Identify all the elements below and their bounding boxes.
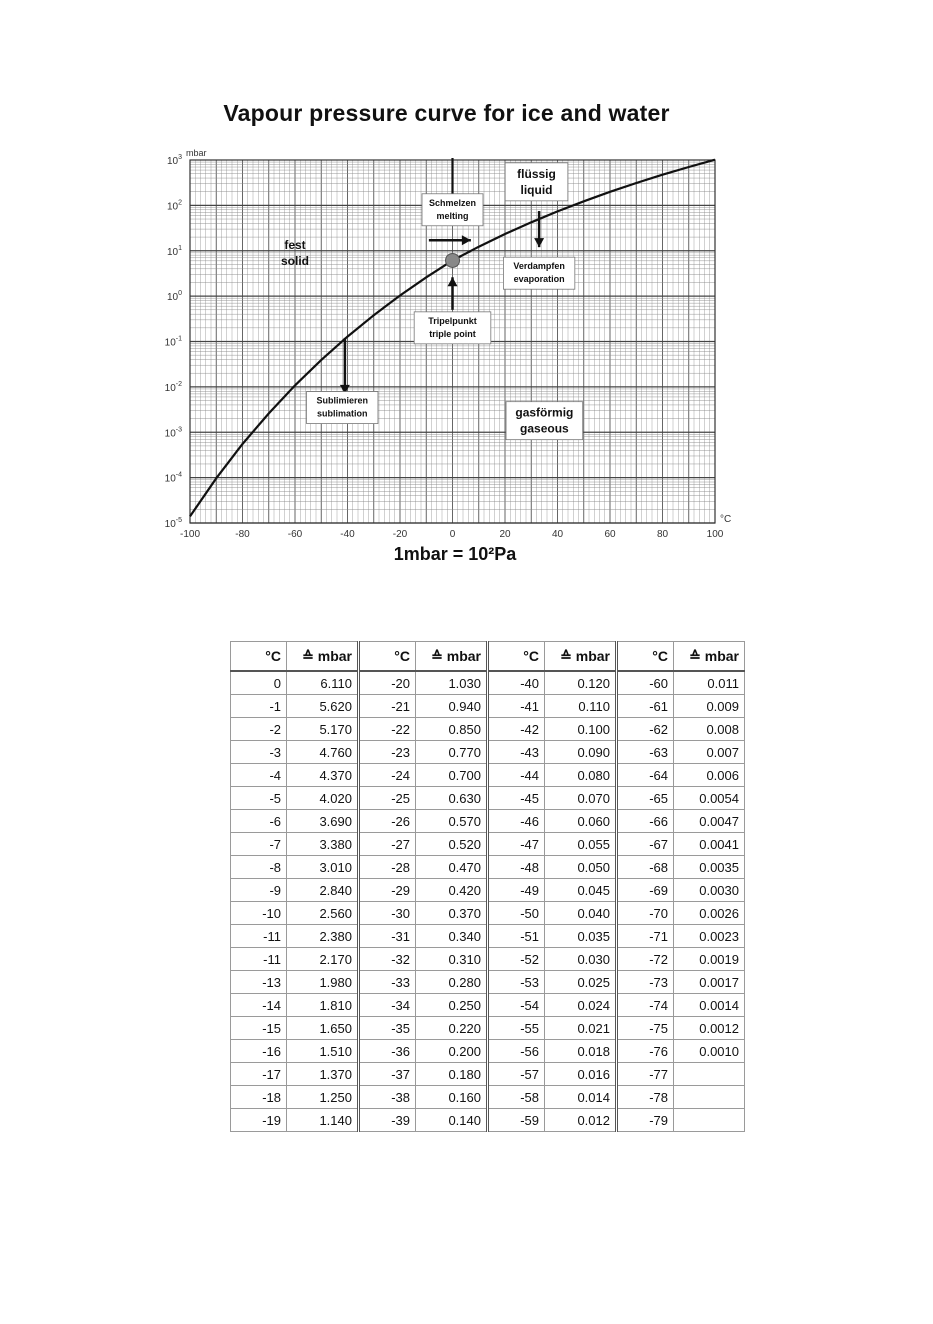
cell-pressure: 0.060	[545, 810, 617, 833]
cell-pressure: 1.650	[287, 1017, 359, 1040]
cell-temperature: -63	[617, 741, 674, 764]
cell-temperature: -2	[231, 718, 287, 741]
cell-temperature: -60	[617, 671, 674, 695]
cell-pressure	[674, 1109, 745, 1132]
cell-temperature: -53	[488, 971, 545, 994]
cell-temperature: -40	[488, 671, 545, 695]
cell-pressure: 0.110	[545, 695, 617, 718]
table-row	[231, 810, 745, 833]
cell-temperature: -4	[231, 764, 287, 787]
cell-pressure: 0.180	[416, 1063, 488, 1086]
table-row	[231, 718, 745, 741]
cell-pressure: 0.0017	[674, 971, 745, 994]
cell-pressure: 0.520	[416, 833, 488, 856]
cell-temperature: -28	[359, 856, 416, 879]
cell-temperature: -47	[488, 833, 545, 856]
cell-pressure: 0.0047	[674, 810, 745, 833]
cell-pressure: 0.0030	[674, 879, 745, 902]
x-tick-label: 100	[706, 529, 724, 540]
cell-temperature: -70	[617, 902, 674, 925]
cell-temperature: -37	[359, 1063, 416, 1086]
svg-text:triple point: triple point	[429, 328, 476, 339]
cell-pressure: 3.380	[287, 833, 359, 856]
cell-temperature: -76	[617, 1040, 674, 1063]
cell-temperature: -64	[617, 764, 674, 787]
cell-temperature: -50	[488, 902, 545, 925]
cell-temperature: -42	[488, 718, 545, 741]
y-axis-label: mbar	[186, 148, 207, 158]
x-tick-label: 40	[551, 529, 564, 540]
svg-text:solid: solid	[280, 253, 310, 268]
cell-pressure: 0.0041	[674, 833, 745, 856]
cell-temperature: -44	[488, 764, 545, 787]
cell-pressure: 1.510	[287, 1040, 359, 1063]
cell-pressure: 0.014	[545, 1086, 617, 1109]
cell-temperature: -73	[617, 971, 674, 994]
cell-temperature: -66	[617, 810, 674, 833]
cell-temperature: -27	[359, 833, 416, 856]
cell-pressure: 0.055	[545, 833, 617, 856]
svg-text:fest: fest	[284, 237, 306, 252]
table-row	[231, 994, 745, 1017]
cell-temperature: -71	[617, 925, 674, 948]
label-melting	[422, 194, 483, 226]
cell-pressure: 4.370	[287, 764, 359, 787]
header-pressure: ≙ mbar	[416, 642, 488, 672]
cell-pressure: 0.008	[674, 718, 745, 741]
cell-temperature: -61	[617, 695, 674, 718]
table-row	[231, 695, 745, 718]
cell-pressure: 0.009	[674, 695, 745, 718]
cell-pressure: 0.0023	[674, 925, 745, 948]
cell-pressure: 0.0019	[674, 948, 745, 971]
cell-pressure: 0.160	[416, 1086, 488, 1109]
table-row	[231, 1086, 745, 1109]
table-row	[231, 1063, 745, 1086]
cell-temperature: -77	[617, 1063, 674, 1086]
cell-temperature: -59	[488, 1109, 545, 1132]
x-tick-label: -40	[340, 529, 355, 540]
cell-pressure: 0.370	[416, 902, 488, 925]
cell-pressure: 1.250	[287, 1086, 359, 1109]
cell-pressure: 0.120	[545, 671, 617, 695]
cell-temperature: -16	[231, 1040, 287, 1063]
cell-pressure: 3.010	[287, 856, 359, 879]
cell-pressure: 0.700	[416, 764, 488, 787]
y-tick-label: $10^{-4}$	[164, 471, 182, 485]
cell-pressure: 0.0014	[674, 994, 745, 1017]
cell-pressure: 0.0012	[674, 1017, 745, 1040]
table-row	[231, 925, 745, 948]
cell-pressure: 0.070	[545, 787, 617, 810]
table-row	[231, 787, 745, 810]
chart-title: Vapour pressure curve for ice and water	[223, 100, 670, 126]
cell-pressure: 0.0035	[674, 856, 745, 879]
cell-temperature: -15	[231, 1017, 287, 1040]
cell-temperature: -67	[617, 833, 674, 856]
table-row	[231, 1017, 745, 1040]
cell-pressure: 4.760	[287, 741, 359, 764]
y-tick-label: $10^2$	[166, 199, 182, 213]
y-tick-label: $10^{-1}$	[164, 335, 182, 349]
vapour-pressure-chart	[150, 140, 750, 545]
cell-pressure: 0.025	[545, 971, 617, 994]
y-tick-label: $10^1$	[166, 244, 182, 258]
cell-temperature: -7	[231, 833, 287, 856]
svg-text:flüssig: flüssig	[517, 166, 556, 181]
cell-pressure: 0.140	[416, 1109, 488, 1132]
y-tick-label: $10^{-5}$	[164, 517, 182, 530]
svg-text:gasförmig: gasförmig	[515, 405, 574, 420]
header-temperature: °C	[231, 642, 287, 672]
cell-pressure: 2.560	[287, 902, 359, 925]
cell-pressure: 0.0054	[674, 787, 745, 810]
cell-pressure: 0.420	[416, 879, 488, 902]
cell-temperature: -20	[359, 671, 416, 695]
table-row	[231, 671, 745, 695]
svg-text:melting: melting	[436, 210, 469, 221]
x-tick-label: -100	[179, 529, 201, 540]
cell-pressure: 0.100	[545, 718, 617, 741]
x-tick-label: 20	[499, 529, 511, 540]
cell-pressure: 2.170	[287, 948, 359, 971]
cell-temperature: -69	[617, 879, 674, 902]
evaporation-arrow-head	[534, 238, 544, 247]
cell-temperature: -3	[231, 741, 287, 764]
table-row	[231, 971, 745, 994]
cell-pressure: 0.0010	[674, 1040, 745, 1063]
cell-temperature: -68	[617, 856, 674, 879]
cell-temperature: -24	[359, 764, 416, 787]
cell-temperature: -11	[231, 948, 287, 971]
cell-pressure: 5.170	[287, 718, 359, 741]
table-row	[231, 833, 745, 856]
cell-temperature: -79	[617, 1109, 674, 1132]
cell-pressure: 2.380	[287, 925, 359, 948]
cell-temperature: -58	[488, 1086, 545, 1109]
cell-temperature: -74	[617, 994, 674, 1017]
melting-arrow-head	[462, 235, 471, 245]
y-tick-label: $10^3$	[166, 154, 182, 167]
cell-pressure: 1.980	[287, 971, 359, 994]
svg-text:Tripelpunkt: Tripelpunkt	[428, 315, 477, 326]
cell-temperature: -1	[231, 695, 287, 718]
cell-pressure: 0.630	[416, 787, 488, 810]
cell-temperature: -62	[617, 718, 674, 741]
cell-temperature: -38	[359, 1086, 416, 1109]
label-gas	[506, 402, 583, 440]
table-row	[231, 1040, 745, 1063]
cell-temperature: -21	[359, 695, 416, 718]
table-header-row	[231, 642, 745, 672]
x-axis-label: °C	[720, 514, 732, 525]
y-tick-label: $10^0$	[166, 290, 182, 304]
cell-pressure: 3.690	[287, 810, 359, 833]
cell-temperature: -25	[359, 787, 416, 810]
cell-pressure: 0.016	[545, 1063, 617, 1086]
svg-text:liquid: liquid	[520, 182, 553, 197]
cell-pressure: 0.030	[545, 948, 617, 971]
y-tick-label: $10^{-2}$	[164, 380, 182, 394]
cell-pressure: 0.080	[545, 764, 617, 787]
cell-temperature: -36	[359, 1040, 416, 1063]
cell-temperature: -8	[231, 856, 287, 879]
cell-pressure: 0.570	[416, 810, 488, 833]
cell-pressure: 0.012	[545, 1109, 617, 1132]
cell-pressure: 0.018	[545, 1040, 617, 1063]
label-sublimation	[307, 392, 378, 424]
table-body	[231, 671, 745, 1132]
cell-temperature: -34	[359, 994, 416, 1017]
cell-pressure: 0.040	[545, 902, 617, 925]
cell-pressure: 0.940	[416, 695, 488, 718]
x-tick-label: 0	[449, 529, 456, 540]
cell-temperature: -18	[231, 1086, 287, 1109]
cell-temperature: -9	[231, 879, 287, 902]
cell-pressure: 0.310	[416, 948, 488, 971]
cell-temperature: -22	[359, 718, 416, 741]
chart-annotations	[281, 158, 583, 440]
cell-pressure: 1.030	[416, 671, 488, 695]
table-row	[231, 879, 745, 902]
cell-pressure: 0.340	[416, 925, 488, 948]
cell-pressure: 0.090	[545, 741, 617, 764]
cell-pressure: 0.0026	[674, 902, 745, 925]
svg-text:Schmelzen: Schmelzen	[428, 197, 477, 208]
cell-pressure: 0.045	[545, 879, 617, 902]
unit-note: 1mbar = 10²Pa	[393, 544, 517, 564]
cell-temperature: -75	[617, 1017, 674, 1040]
cell-temperature: -19	[231, 1109, 287, 1132]
cell-temperature: -54	[488, 994, 545, 1017]
y-tick-label: $10^{-3}$	[164, 426, 182, 440]
cell-temperature: -48	[488, 856, 545, 879]
cell-pressure: 0.250	[416, 994, 488, 1017]
x-tick-label: -20	[392, 529, 408, 540]
cell-pressure: 0.200	[416, 1040, 488, 1063]
svg-text:Verdampfen: Verdampfen	[513, 261, 565, 272]
cell-temperature: -72	[617, 948, 674, 971]
header-pressure: ≙ mbar	[674, 642, 745, 672]
label-triple-point	[414, 312, 491, 344]
x-tick-label: 60	[604, 529, 616, 540]
cell-temperature: -39	[359, 1109, 416, 1132]
header-temperature: °C	[359, 642, 416, 672]
table-row	[231, 948, 745, 971]
cell-temperature: -29	[359, 879, 416, 902]
cell-temperature: -32	[359, 948, 416, 971]
svg-text:sublimation: sublimation	[316, 408, 368, 419]
x-tick-label: -80	[235, 529, 250, 540]
cell-pressure: 0.280	[416, 971, 488, 994]
svg-text:Sublimieren: Sublimieren	[316, 395, 369, 406]
cell-pressure: 0.050	[545, 856, 617, 879]
cell-temperature: -33	[359, 971, 416, 994]
cell-pressure: 0.770	[416, 741, 488, 764]
cell-temperature: -23	[359, 741, 416, 764]
vapour-pressure-table	[230, 641, 745, 1132]
cell-temperature: -17	[231, 1063, 287, 1086]
cell-temperature: -56	[488, 1040, 545, 1063]
cell-pressure	[674, 1063, 745, 1086]
cell-pressure: 1.810	[287, 994, 359, 1017]
cell-pressure	[674, 1086, 745, 1109]
x-tick-label: 80	[656, 529, 669, 540]
cell-temperature: -52	[488, 948, 545, 971]
cell-temperature: -43	[488, 741, 545, 764]
cell-pressure: 0.006	[674, 764, 745, 787]
svg-text:evaporation: evaporation	[513, 274, 565, 285]
table-row	[231, 741, 745, 764]
cell-temperature: -45	[488, 787, 545, 810]
cell-temperature: -65	[617, 787, 674, 810]
cell-temperature: -57	[488, 1063, 545, 1086]
cell-temperature: -11	[231, 925, 287, 948]
cell-temperature: -30	[359, 902, 416, 925]
cell-pressure: 2.840	[287, 879, 359, 902]
cell-temperature: -6	[231, 810, 287, 833]
cell-pressure: 1.370	[287, 1063, 359, 1086]
cell-temperature: -55	[488, 1017, 545, 1040]
cell-pressure: 4.020	[287, 787, 359, 810]
cell-temperature: -46	[488, 810, 545, 833]
table-row	[231, 902, 745, 925]
header-temperature: °C	[488, 642, 545, 672]
cell-pressure: 0.007	[674, 741, 745, 764]
header-pressure: ≙ mbar	[545, 642, 617, 672]
header-pressure: ≙ mbar	[287, 642, 359, 672]
cell-pressure: 0.021	[545, 1017, 617, 1040]
cell-temperature: -10	[231, 902, 287, 925]
label-evaporation	[503, 257, 574, 289]
cell-pressure: 0.220	[416, 1017, 488, 1040]
cell-temperature: -78	[617, 1086, 674, 1109]
cell-pressure: 1.140	[287, 1109, 359, 1132]
cell-temperature: -26	[359, 810, 416, 833]
cell-pressure: 5.620	[287, 695, 359, 718]
cell-temperature: -49	[488, 879, 545, 902]
table-row	[231, 1109, 745, 1132]
cell-temperature: -35	[359, 1017, 416, 1040]
cell-temperature: -5	[231, 787, 287, 810]
cell-temperature: -31	[359, 925, 416, 948]
cell-temperature: -13	[231, 971, 287, 994]
cell-pressure: 6.110	[287, 671, 359, 695]
cell-pressure: 0.011	[674, 671, 745, 695]
cell-pressure: 0.035	[545, 925, 617, 948]
cell-temperature: 0	[231, 671, 287, 695]
x-tick-label: -60	[287, 529, 303, 540]
triple-point-arrow-head	[448, 277, 458, 286]
cell-pressure: 0.850	[416, 718, 488, 741]
cell-temperature: -41	[488, 695, 545, 718]
triple-point-marker	[446, 253, 460, 267]
table-row	[231, 856, 745, 879]
cell-pressure: 0.470	[416, 856, 488, 879]
cell-temperature: -14	[231, 994, 287, 1017]
table-row	[231, 764, 745, 787]
svg-text:gaseous: gaseous	[520, 421, 569, 436]
cell-pressure: 0.024	[545, 994, 617, 1017]
header-temperature: °C	[617, 642, 674, 672]
cell-temperature: -51	[488, 925, 545, 948]
label-liquid	[505, 163, 568, 201]
